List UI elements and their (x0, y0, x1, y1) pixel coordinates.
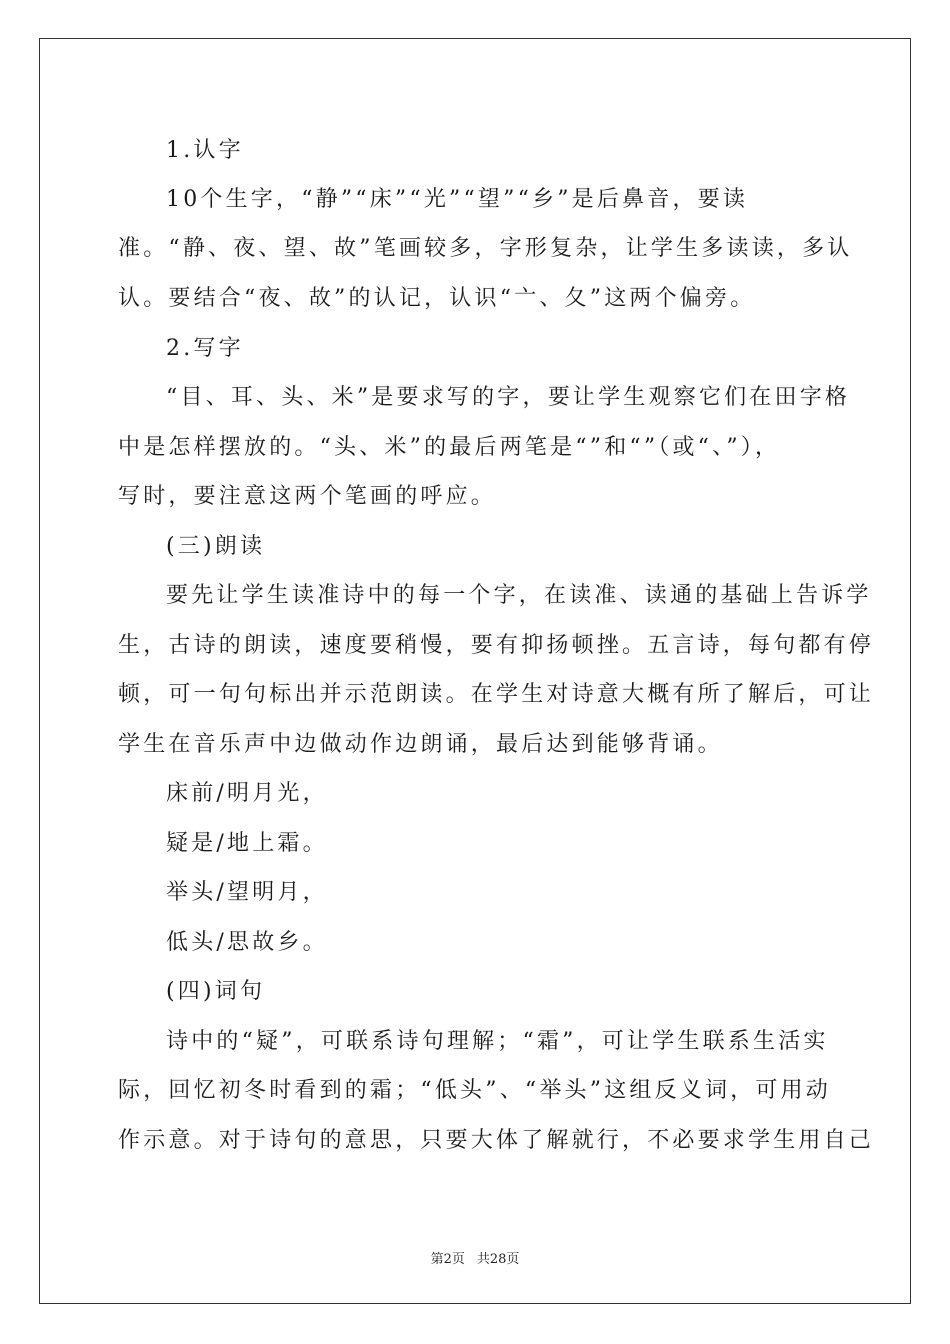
paragraph-line: 写时，要注意这两个笔画的呼应。 (118, 484, 497, 509)
paragraph-line: 学生在音乐声中边做动作边朗诵，最后达到能够背诵。 (118, 732, 723, 757)
heading-reading-aloud: (三)朗读 (166, 534, 266, 559)
page-number-current: 第2页 (430, 1252, 465, 1267)
poem-line: 床前/明月光， (166, 781, 328, 806)
heading-words-sentences: (四)词句 (166, 979, 266, 1004)
paragraph-line: 认。要结合“夜、故”的认记，认识“亠、夂”这两个偏旁。 (118, 286, 756, 311)
page-number-total: 共28页 (476, 1252, 520, 1267)
paragraph-line: 诗中的“疑”，可联系诗句理解；“霜”，可让学生联系生活实 (166, 1029, 829, 1054)
page-border (39, 38, 911, 1304)
paragraph-line: 中是怎样摆放的。“头、米”的最后两笔是“”和“”（或“、”）， (118, 435, 781, 460)
poem-line: 疑是/地上霜。 (166, 831, 328, 856)
paragraph-line: 10个生字，“静”“床”“光”“望”“乡”是后鼻音，要读 (166, 187, 749, 212)
poem-line: 举头/望明月， (166, 880, 328, 905)
heading-recognize-characters: 1.认字 (166, 138, 244, 163)
page-footer (0, 1248, 950, 1267)
paragraph-line: 生，古诗的朗读，速度要稍慢，要有抑扬顿挫。五言诗，每句都有停 (118, 633, 875, 658)
paragraph-line: 作示意。对于诗句的意思，只要大体了解就行，不必要求学生用自己 (118, 1128, 875, 1153)
poem-line: 低头/思故乡。 (166, 930, 328, 955)
paragraph-line: 要先让学生读准诗中的每一个字，在读准、读通的基础上告诉学 (166, 583, 872, 608)
paragraph-line: 际，回忆初冬时看到的霜；“低头”、“举头”这组反义词，可用动 (118, 1078, 831, 1103)
paragraph-line: 顿，可一句句标出并示范朗读。在学生对诗意大概有所了解后，可让 (118, 682, 875, 707)
paragraph-line: “目、耳、头、米”是要求写的字，要让学生观察它们在田字格 (166, 385, 851, 410)
paragraph-line: 准。“静、夜、望、故”笔画较多，字形复杂，让学生多读读，多认 (118, 236, 853, 261)
heading-write-characters: 2.写字 (166, 336, 244, 361)
